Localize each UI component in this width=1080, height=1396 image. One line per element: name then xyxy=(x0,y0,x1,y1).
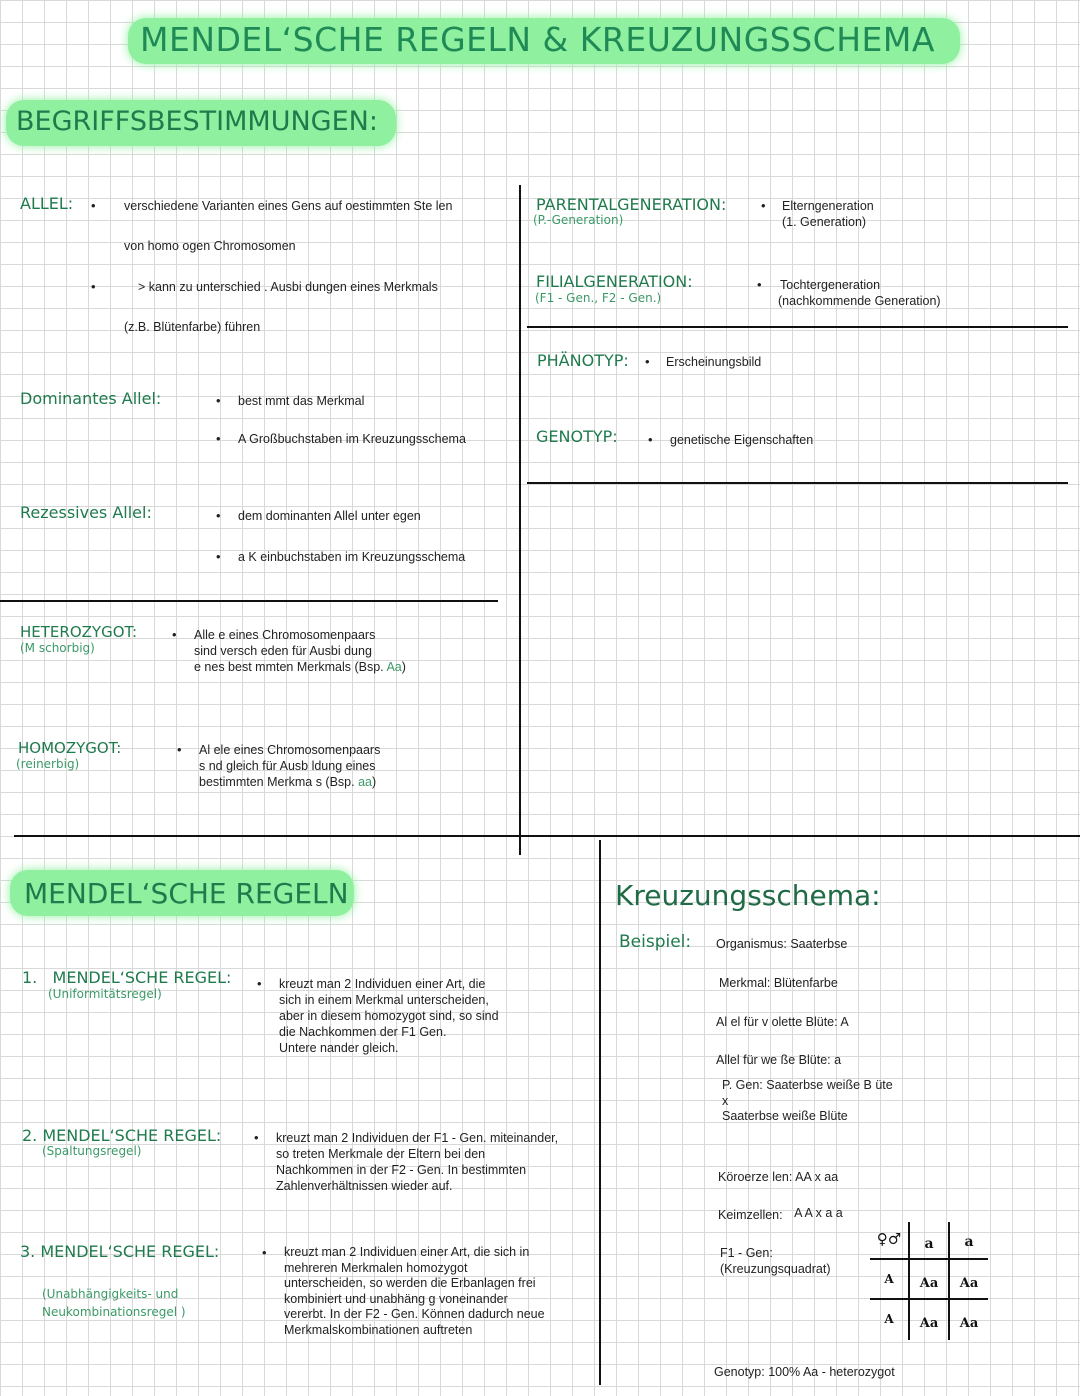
scheme-beispiel: Beispiel: xyxy=(619,932,692,952)
filial-line1: Tochtergeneration xyxy=(780,278,881,292)
bullet: • xyxy=(262,1245,267,1260)
scheme-p-gen2: Saaterbse weiße Blüte xyxy=(722,1109,848,1123)
genotyp-text: genetische Eigenschaften xyxy=(670,433,814,447)
phaenotyp-text: Erscheinungsbild xyxy=(666,355,762,369)
scheme-f1-sub: (Kreuzungsquadrat) xyxy=(720,1262,831,1276)
rule3-sub2: Neukombinationsregel ) xyxy=(42,1305,186,1319)
rule3-line: Merkmalskombinationen auftreten xyxy=(284,1322,473,1337)
homozygot-line3: bestimmten Merkma s (Bsp. aa) xyxy=(199,775,377,789)
heterozygot-sub: (M schorbig) xyxy=(20,641,95,655)
homozygot-sub: (reinerbig) xyxy=(16,757,80,771)
dominant-point2: A Großbuchstaben im Kreuzungsschema xyxy=(238,432,466,446)
bullet: • xyxy=(216,393,221,408)
keimzellen-value: A A x a a xyxy=(794,1206,843,1220)
allel-line3: > kann zu unterschied . Ausbi dungen eines Merkmals xyxy=(138,280,438,294)
heterozygot-line1: Alle e eines Chromosomenpaars xyxy=(194,628,376,642)
scheme-keimzellen xyxy=(718,1207,843,1223)
rule1-line: die Nachkommen der F1 Gen. xyxy=(279,1025,447,1039)
bullet: • xyxy=(257,976,262,991)
page-title: MENDEL‘SCHE REGELN & KREUZUNGSSCHEMA xyxy=(140,20,935,59)
punnett-square xyxy=(870,1222,990,1340)
scheme-f1-label: F1 - Gen: xyxy=(720,1246,773,1260)
rule1-sub: (Uniformitätsregel) xyxy=(48,987,162,1001)
scheme-genotyp-result: Genotyp: 100% Aa - heterozygot xyxy=(714,1365,895,1379)
rule3-sub1: (Unabhängigkeits- und xyxy=(42,1287,179,1301)
divider-vertical-top xyxy=(519,185,521,855)
rule2-line: kreuzt man 2 Individuen der F1 - Gen. miteinander, xyxy=(276,1131,559,1145)
bullet: • xyxy=(761,198,766,213)
rule2-text xyxy=(276,1130,558,1194)
rezessiv-point1: dem dominanten Allel unter egen xyxy=(238,509,421,523)
term-homozygot: HOMOZYGOT: xyxy=(18,739,122,757)
bullet: • xyxy=(216,431,221,446)
square-col-header: a xyxy=(924,1236,934,1252)
term-parental: PARENTALGENERATION: xyxy=(536,195,727,214)
term-rezessiv: Rezessives Allel: xyxy=(20,503,152,522)
bullet: • xyxy=(216,508,221,523)
dominant-point1: best mmt das Merkmal xyxy=(238,394,365,408)
homozygot-line2: s nd gleich für Ausb ldung eines xyxy=(199,759,376,773)
scheme-allel-violett: Al el für v olette Blüte: A xyxy=(716,1015,849,1029)
rule3-text xyxy=(284,1245,545,1338)
rule2-sub: (Spaltungsregel) xyxy=(42,1144,142,1158)
allel-line2: von homo ogen Chromosomen xyxy=(124,239,296,253)
square-col-header: a xyxy=(964,1234,974,1250)
square-row-header: A xyxy=(884,1312,894,1326)
rule2-line: Zahlenverhältnissen wieder auf. xyxy=(276,1179,453,1193)
parental-sub: (P.-Generation) xyxy=(533,213,624,227)
rule1-line: Untere nander gleich. xyxy=(279,1041,399,1055)
definitions-heading: BEGRIFFSBESTIMMUNGEN: xyxy=(16,106,378,137)
rule2-line: so treten Merkmale der Eltern bei den xyxy=(276,1147,486,1161)
rule3-line: kombiniert und unabhäng g voneinander xyxy=(284,1291,508,1306)
homozygot-line1: Al ele eines Chromosomenpaars xyxy=(199,743,381,757)
bullet: • xyxy=(757,277,762,292)
heterozygot-line3: e nes best mmten Merkmals (Bsp. Aa) xyxy=(194,660,406,674)
bullet: • xyxy=(216,549,221,564)
rule1-line: kreuzt man 2 Individuen einer Art, die xyxy=(279,977,486,991)
bullet: • xyxy=(91,198,96,213)
rule2-line: Nachkommen in der F2 - Gen. In bestimmten xyxy=(276,1163,527,1177)
keimzellen-label: Keimzellen: xyxy=(718,1208,783,1222)
scheme-allel-weiss: Allel für we ße Blüte: a xyxy=(716,1053,842,1067)
square-cell: Aa xyxy=(919,1316,939,1331)
divider-right-2 xyxy=(527,482,1068,484)
filial-sub: (F1 - Gen., F2 - Gen.) xyxy=(535,291,662,305)
bullet: • xyxy=(91,279,96,294)
scheme-heading: Kreuzungsschema: xyxy=(615,879,881,912)
filial-line2: (nachkommende Generation) xyxy=(778,294,941,308)
rule3-line: unterscheiden, so werden die Erbanlagen frei xyxy=(284,1276,536,1290)
rule1-text xyxy=(279,976,499,1056)
square-line xyxy=(870,1298,988,1300)
bullet: • xyxy=(177,742,182,757)
square-cell: Aa xyxy=(959,1316,979,1331)
divider-left xyxy=(0,600,498,602)
rules-heading: MENDEL‘SCHE REGELN xyxy=(24,877,349,910)
parental-line2: (1. Generation) xyxy=(782,215,867,229)
scheme-koerperzellen: Köroerze len: AA x aa xyxy=(718,1170,839,1184)
scheme-x: x xyxy=(722,1094,729,1108)
allel-line1: verschiedene Varianten eines Gens auf oestimmten Ste len xyxy=(124,199,453,213)
scheme-organismus: Organismus: Saaterbse xyxy=(716,937,848,951)
term-heterozygot: HETEROZYGOT: xyxy=(20,623,138,641)
bullet: • xyxy=(645,354,650,369)
square-row-header: A xyxy=(884,1272,894,1286)
scheme-p-gen1: P. Gen: Saaterbse weiße B üte xyxy=(722,1078,893,1092)
divider-vertical-bottom xyxy=(599,840,601,1385)
divider-horizontal-main xyxy=(14,835,1080,837)
allel-line4: (z.B. Blütenfarbe) führen xyxy=(124,320,261,334)
rule3-line: vererbt. In der F2 - Gen. Können dadurch neue xyxy=(284,1307,545,1321)
rule1-title: 1. MENDEL‘SCHE REGEL: xyxy=(22,968,232,987)
parental-line1: Elterngeneration xyxy=(782,199,874,213)
square-line xyxy=(870,1258,988,1260)
rule1-line: sich in einem Merkmal unterscheiden, xyxy=(279,993,489,1007)
heterozygot-example: Aa xyxy=(386,660,402,674)
scheme-merkmal: Merkmal: Blütenfarbe xyxy=(719,976,838,990)
rule3-line: mehreren Merkmalen homozygot xyxy=(284,1260,468,1275)
bullet: • xyxy=(648,432,653,447)
term-phaenotyp: PHÄNOTYP: xyxy=(537,351,629,370)
bullet: • xyxy=(254,1130,259,1145)
term-allel: ALLEL: xyxy=(20,194,74,213)
square-cell: Aa xyxy=(959,1276,979,1291)
heterozygot-line2: sind versch eden für Ausbi dung xyxy=(194,644,372,658)
divider-right-1 xyxy=(527,326,1068,328)
square-corner-symbol: ♀♂ xyxy=(876,1230,902,1248)
rule2-title: 2. MENDEL‘SCHE REGEL: xyxy=(22,1126,222,1145)
rule3-title: 3. MENDEL‘SCHE REGEL: xyxy=(20,1242,220,1261)
term-filial: FILIALGENERATION: xyxy=(536,272,693,291)
term-dominant: Dominantes Allel: xyxy=(20,389,162,408)
rule3-line: kreuzt man 2 Individuen einer Art, die sich in xyxy=(284,1245,530,1259)
rule1-line: aber in diesem homozygot sind, so sind xyxy=(279,1009,499,1023)
bullet: • xyxy=(172,627,177,642)
rezessiv-point2: a K einbuchstaben im Kreuzungsschema xyxy=(238,550,466,564)
homozygot-example: aa xyxy=(358,775,372,789)
square-cell: Aa xyxy=(919,1276,939,1291)
term-genotyp: GENOTYP: xyxy=(536,427,618,446)
